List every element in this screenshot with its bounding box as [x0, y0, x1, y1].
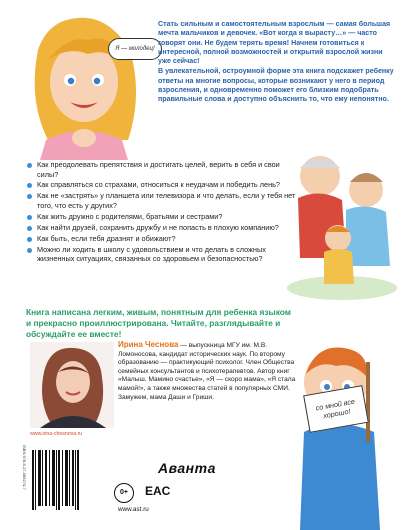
eac-mark-icon: EAC: [145, 484, 171, 498]
girl-speech-bubble: Я — молодец!: [108, 38, 162, 60]
intro-paragraph-2: В увлекательной, остроумной форме эта книга подскажет ребенку ответы на многие вопросы, которые возникают у него в период взросления, и одновременно поможет его близким подобрать правильные слова и доступно объяснить то, что ему непонятно.: [158, 67, 394, 104]
promo-text: Книга написана легким, живым, понятным для ребенка языком и прекрасно проиллюстрирована. Читайте, разглядывайте и обсуждайте ее вместе!: [26, 307, 291, 339]
list-item: Как жить дружно с родителями, братьями и сестрами?: [26, 212, 296, 222]
list-item: Как преодолевать препятствия и достигать целей, верить в себя и свои силы?: [26, 160, 296, 179]
author-bio: [118, 341, 306, 402]
isbn-text: ISBN 978-5-17-089274-7: [22, 445, 27, 490]
author-photo: [30, 342, 114, 428]
list-item: Можно ли ходить в школу с удовольствием и что делать в сложных жизненных ситуациях, связанных со здоровьем и безопасностью?: [26, 245, 296, 264]
intro-text: [158, 20, 394, 105]
author-family: Замужем, мама Даши и Гриши.: [118, 393, 214, 401]
boy-sign: со мной все хорошо!: [303, 385, 369, 433]
list-item: Как справляться со страхами, относиться к неудачам и победить лень?: [26, 180, 296, 190]
author-name: Ирина Чеснова: [118, 340, 179, 349]
barcode-icon: [30, 446, 80, 514]
author-bio-text: — выпускница МГУ им. М.В. Ломоносова, кандидат исторических наук. По второму образованию — практикующий психолог. Член Общества семейных консультантов и психотерапевтов. Автор книг «Малыш. Мамино счастье», «Я — скоро мама», «Я стала мамой!», а также множества статей в популярных СМИ.: [118, 342, 296, 392]
publisher-website[interactable]: www.ast.ru: [118, 506, 149, 513]
list-item: Как не «застрять» у планшета или телевизора и что делать, если у тебя нет того, что есть у других?: [26, 191, 296, 210]
age-rating-badge: 0+: [114, 483, 134, 503]
boy-illustration: [300, 342, 408, 530]
list-item: Как быть, если тебя дразнят и обижают?: [26, 234, 296, 244]
girl-illustration: [18, 10, 158, 160]
intro-paragraph-1: Стать сильным и самостоятельным взрослым — самая большая мечта мальчиков и девочек. «Вот когда я вырасту…» — часто говорят они. Не будем терять время! Начнем готовиться к интересной, полной возможностей и открытий взрослой жизни уже сейчас!: [158, 20, 391, 66]
list-item: Как найти друзей, сохранить дружбу и не попасть в плохую компанию?: [26, 223, 296, 233]
family-illustration: [280, 138, 402, 303]
questions-list: [26, 160, 296, 265]
publisher-logo: Аванта: [158, 460, 216, 476]
author-website[interactable]: www.irina-chesnova.ru: [30, 431, 83, 437]
